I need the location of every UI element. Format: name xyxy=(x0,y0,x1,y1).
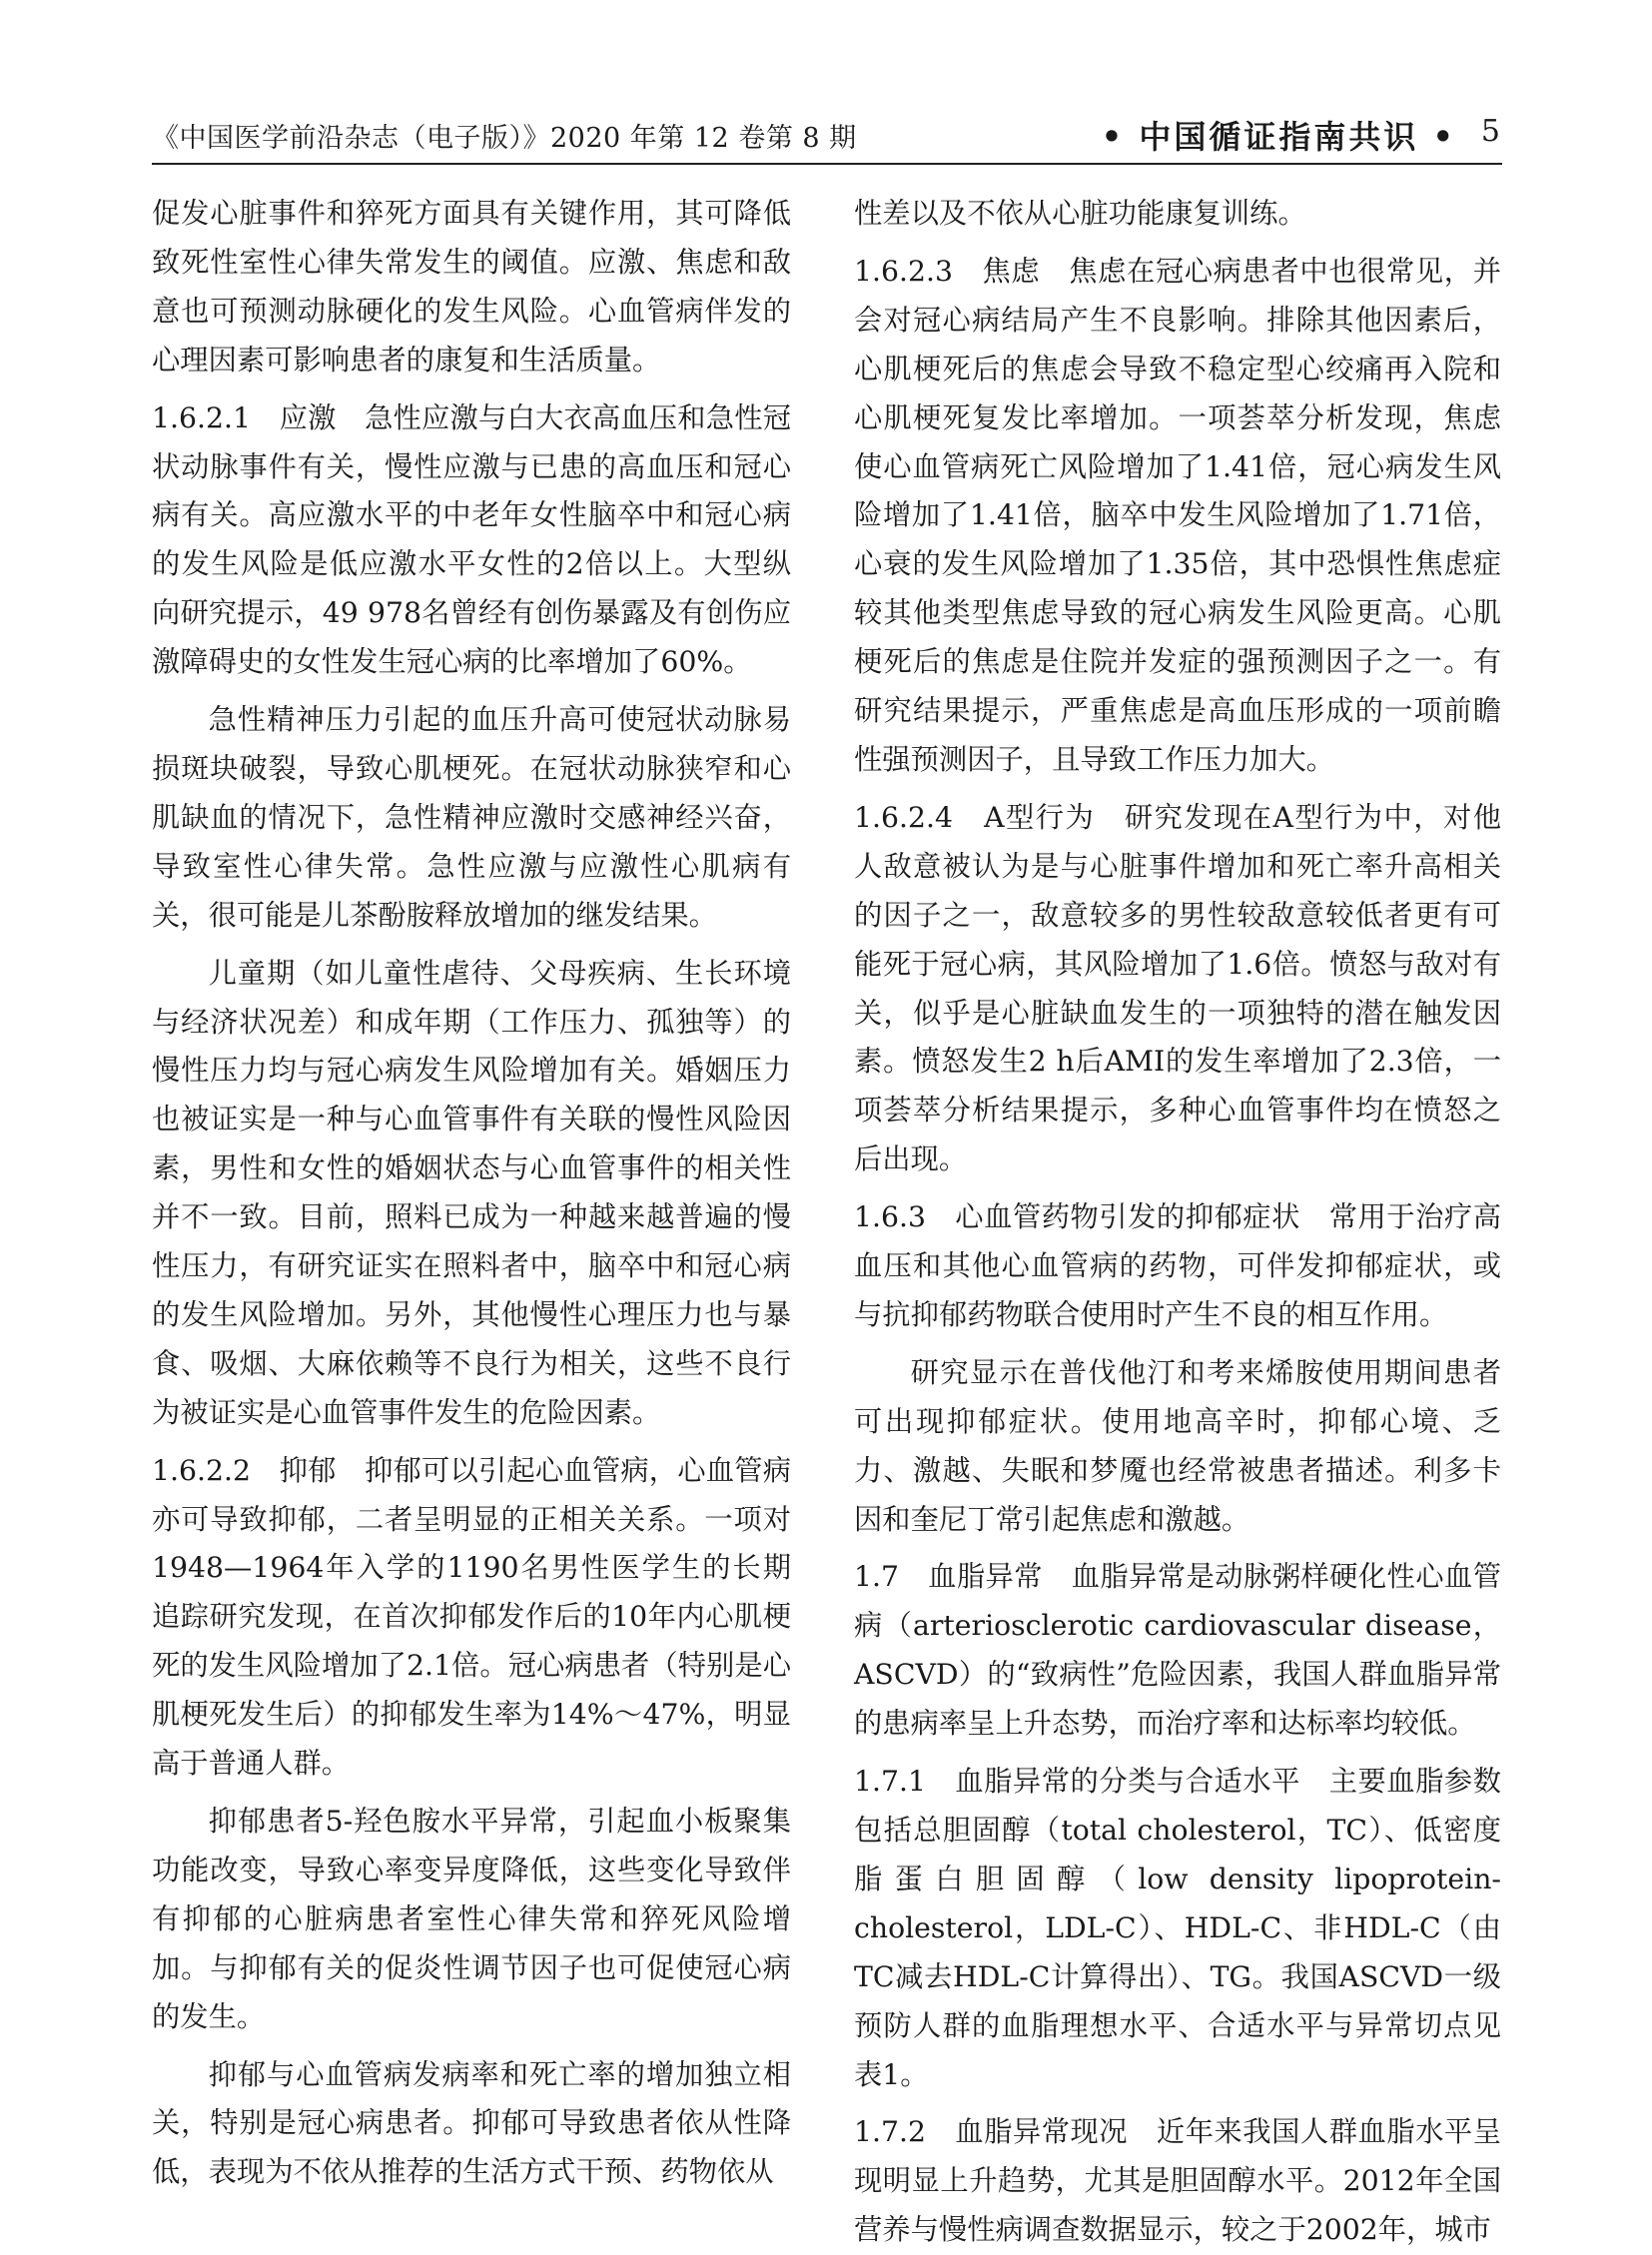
paragraph: 1.6.2.1 应激 急性应激与白大衣高血压和急性冠状动脉事件有关，慢性应激与已患的高血压和冠心病有关。高应激水平的中老年女性脑卒中和冠心病的发生风险是低应激水平女性的2倍以上。大型纵向研究提示，49 978名曾经有创伤暴露及有创伤应激障碍史的女性发生冠心病的比率增加了60%。 xyxy=(152,400,791,679)
paragraph: 抑郁与心血管病发病率和死亡率的增加独立相关，特别是冠心病患者。抑郁可导致患者依从性降低，表现为不依从推荐的生活方式干预、药物依从 xyxy=(152,2057,791,2189)
paragraph: 1.6.2.4 A型行为 研究发现在A型行为中，对他人敌意被认为是与心脏事件增加和死亡率升高相关的因子之一，敌意较多的男性较敌意较低者更有可能死于冠心病，其风险增加了1.6倍。愤怒与敌对有关，似乎是心脏缺血发生的一项独特的潜在触发因素。愤怒发生2 h后AMI的发生率增加了2.3倍，一项荟萃分析结果提示，多种心血管事件均在愤怒之后出现。 xyxy=(854,800,1501,1176)
paragraph: 儿童期（如儿童性虐待、父母疾病、生长环境与经济状况差）和成年期（工作压力、孤独等）的慢性压力均与冠心病发生风险增加有关。婚姻压力也被证实是一种与心血管事件有关联的慢性风险因素，男性和女性的婚姻状态与心血管事件的相关性并不一致。目前，照料已成为一种越来越普遍的慢性压力，有研究证实在照料者中，脑卒中和冠心病的发生风险增加。另外，其他慢性心理压力也与暴食、吸烟、大麻依赖等不良行为相关，这些不良行为被证实是心血管事件发生的危险因素。 xyxy=(152,956,791,1429)
header-rule xyxy=(152,163,1502,165)
paragraph: 急性精神压力引起的血压升高可使冠状动脉易损斑块破裂，导致心肌梗死。在冠状动脉狭窄和心肌缺血的情况下，急性精神应激时交感神经兴奋，导致室性心律失常。急性应激与应激性心肌病有关，很可能是儿茶酚胺释放增加的继发结果。 xyxy=(152,703,791,932)
paragraph: 1.7.2 血脂异常现况 近年来我国人群血脂水平呈现明显上升趋势，尤其是胆固醇水平。2012年全国营养与慢性病调查数据显示，较之于2002年，城市 xyxy=(854,2115,1501,2247)
paragraph: 研究显示在普伐他汀和考来烯胺使用期间患者可出现抑郁症状。使用地高辛时，抑郁心境、乏力、激越、失眠和梦魇也经常被患者描述。利多卡因和奎尼丁常引起焦虑和激越。 xyxy=(854,1355,1501,1536)
paragraph: 促发心脏事件和猝死方面具有关键作用，其可降低致死性室性心律失常发生的阈值。应激、焦虑和敌意也可预测动脉硬化的发生风险。心血管病伴发的心理因素可影响患者的康复和生活质量。 xyxy=(152,197,791,376)
paragraph: 1.6.3 心血管药物引发的抑郁症状 常用于治疗高血压和其他心血管病的药物，可伴发抑郁症状，或与抗抑郁药物联合使用时产生不良的相互作用。 xyxy=(854,1200,1501,1331)
paragraph: 1.6.2.3 焦虑 焦虑在冠心病患者中也很常见，并会对冠心病结局产生不良影响。排除其他因素后，心肌梗死后的焦虑会导致不稳定型心绞痛再入院和心肌梗死复发比率增加。一项荟萃分析发现，焦虑使心血管病死亡风险增加了1.41倍，冠心病发生风险增加了1.41倍，脑卒中发生风险增加了1.71倍，心衰的发生风险增加了1.35倍，其中恐惧性焦虑症较其他类型焦虑导致的冠心病发生风险更高。心肌梗死后的焦虑是住院并发症的强预测因子之一。有研究结果提示，严重焦虑是高血压形成的一项前瞻性强预测因子，且导致工作压力加大。 xyxy=(854,254,1501,776)
journal-citation: 《中国医学前沿杂志（电子版）》2020 年第 12 卷第 8 期 xyxy=(152,123,857,154)
paragraph: 性差以及不依从心脏功能康复训练。 xyxy=(854,197,1306,230)
paragraph: 抑郁患者5-羟色胺水平异常，引起血小板聚集功能改变，导致心率变异度降低，这些变化导致伴有抑郁的心脏病患者室性心律失常和猝死风险增加。与抑郁有关的促炎性调节因子也可促使冠心病的发生。 xyxy=(152,1805,791,2033)
paragraph: 1.7.1 血脂异常的分类与合适水平 主要血脂参数包括总胆固醇（total cholesterol，TC）、低密度脂蛋白胆固醇（low density lipoprotein-cholesterol，LDL-C）、HDL-C、非HDL-C（由TC减去HDL-C计算得出）、TG。我国ASCVD一级预防人群的血脂理想水平、合适水平与异常切点见表1。 xyxy=(854,1765,1501,2091)
page-header xyxy=(152,108,1500,158)
paragraph: 1.6.2.2 抑郁 抑郁可以引起心血管病，心血管病亦可导致抑郁，二者呈明显的正相关关系。一项对1948—1964年入学的1190名男性医学生的长期追踪研究发现，在首次抑郁发作后的10年内心肌梗死的发生风险增加了2.1倍。冠心病患者（特别是心肌梗死发生后）的抑郁发生率为14%～47%，明显高于普通人群。 xyxy=(152,1453,791,1781)
right-column xyxy=(854,190,1501,2247)
paragraph: 1.7 血脂异常 血脂异常是动脉粥样硬化性心血管病（arteriosclerotic cardiovascular disease，ASCVD）的“致病性”危险因素，我国人群血脂异常的患病率呈上升态势，而治疗率和达标率均较低。 xyxy=(854,1560,1501,1741)
section-title: • 中国循证指南共识 • xyxy=(1101,118,1456,156)
page-number: 5 xyxy=(1480,114,1500,149)
left-column xyxy=(152,190,791,2187)
